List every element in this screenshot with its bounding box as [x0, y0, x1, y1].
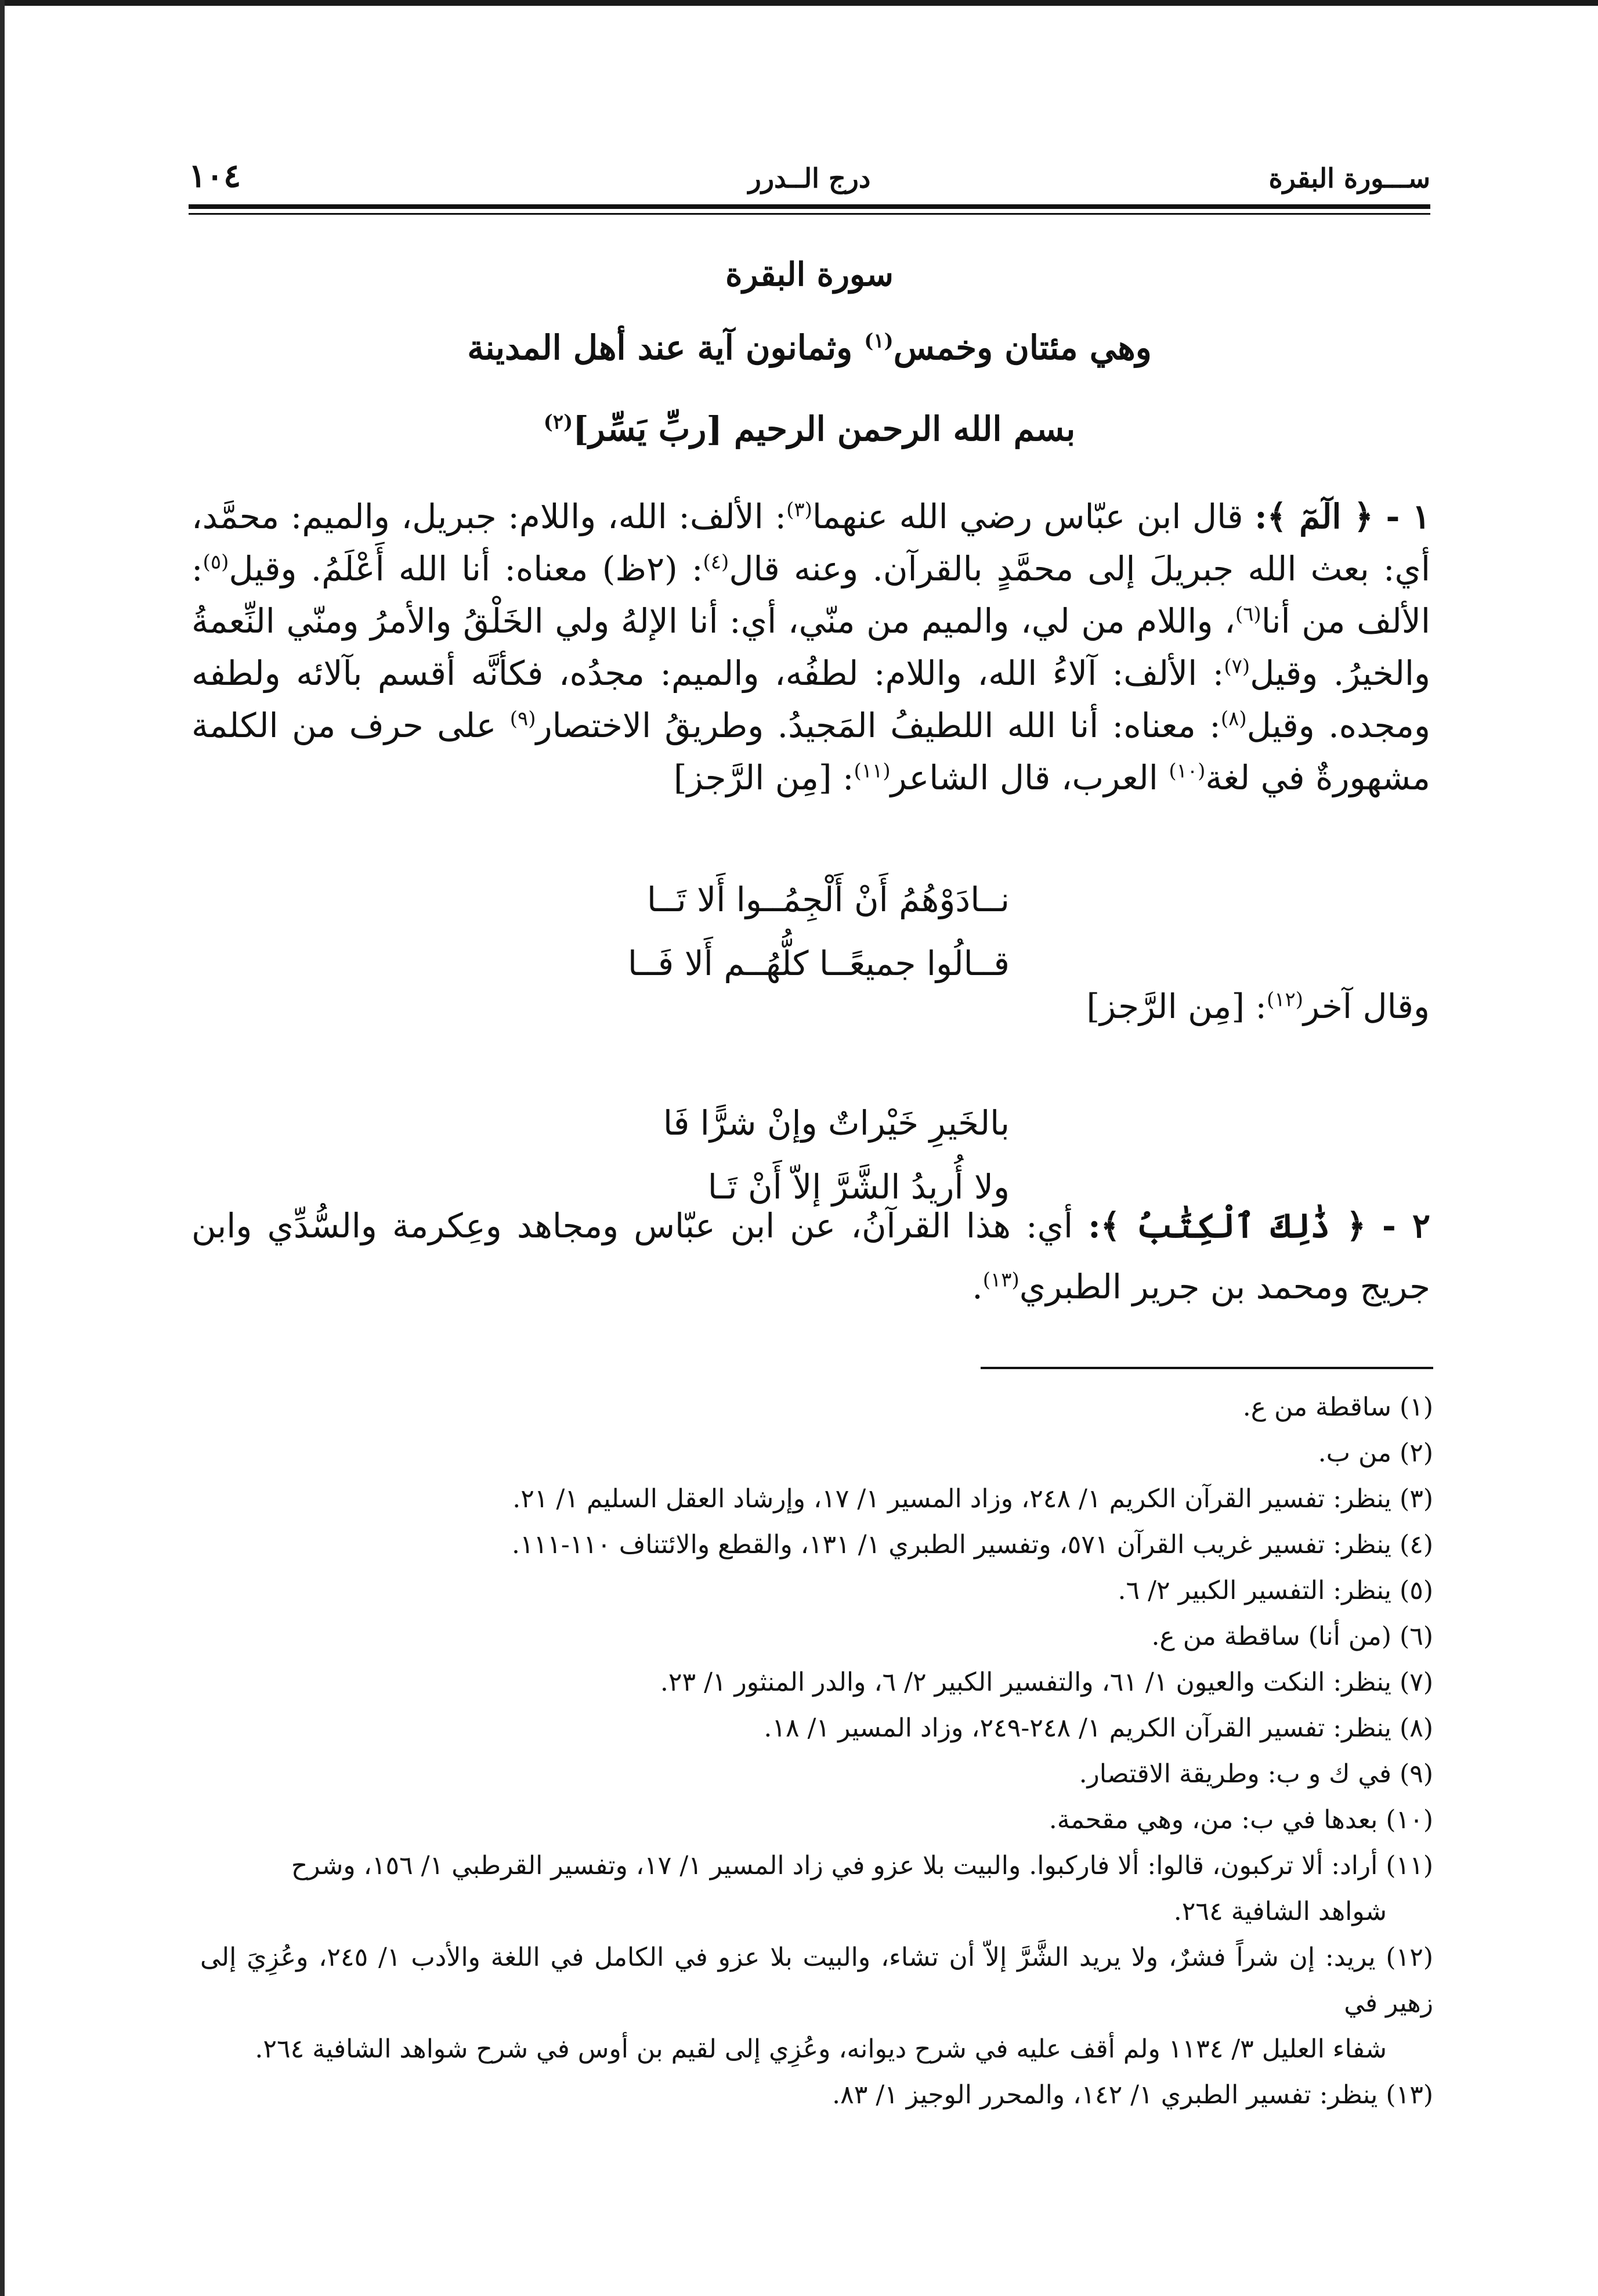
footnote: (٧) ينظر: النكت والعيون ١/ ٦١، والتفسير الكبير ٢/ ٦، والدر المنثور ١/ ٢٣. — [660, 1667, 1433, 1697]
footnote: (٣) ينظر: تفسير القرآن الكريم ١/ ٢٤٨، وزاد المسير ١/ ١٧، وإرشاد العقل السليم ١/ ٢١. — [512, 1484, 1433, 1514]
verse-count-text-a: وهي مئتان وخمس — [893, 328, 1152, 367]
poem-line: ولا أُريدُ الشَّرَّ إلاّ أَنْ تَـا — [707, 1167, 1010, 1207]
text-run: : معناه: أنا الله اللطيفُ المَجيدُ. وطريقُ الاختصار — [536, 706, 1221, 745]
footnote: (٨) ينظر: تفسير القرآن الكريم ١/ ٢٤٨-٢٤٩، وزاد المسير ١/ ١٨. — [764, 1713, 1433, 1743]
paragraph-text — [191, 490, 1430, 804]
basmala-line — [189, 409, 1430, 449]
verse-reference-2: ٢ - ﴿ ذَٰلِكَ ٱلْكِتَٰبُ ﴾: — [1088, 1206, 1430, 1246]
footnote-13: (١٣) ينظر: تفسير الطبري ١/ ١٤٢، والمحرر الوجيز ١/ ٨٣. — [832, 2080, 1433, 2110]
footnote-marker-6: (٦) — [1235, 602, 1261, 626]
commentary-paragraph-2 — [191, 1196, 1430, 1317]
footnote-marker-2: (٢) — [543, 410, 573, 434]
surah-title: سورة البقرة — [725, 255, 894, 294]
footnotes — [200, 1384, 1433, 2118]
footnote-separator — [981, 1367, 1433, 1369]
book-title: درج الــدرر — [748, 163, 871, 194]
text-run: وقال آخر — [1303, 987, 1430, 1026]
text-run: ، واللام من لي، والميم من منّي، أي: أنا الإلهُ ولي الخَلْقُ والأمرُ ومنّي النِّعمةُ والخيرُ. وقيل — [191, 601, 1430, 693]
footnote-marker-12: (١٢) — [1266, 988, 1304, 1012]
text-run: : [مِن الرَّجز] — [673, 758, 854, 797]
poem-line: بالخَيرِ خَيْراتٌ وإنْ شرًّا فَا — [663, 1103, 1010, 1143]
text-run: العرب، قال الشاعر — [890, 758, 1169, 797]
footnote-11: (١١) أراد: ألا تركبون، قالوا: ألا فاركبوا. والبيت بلا عزو في زاد المسير ١/ ١٧، وتفسير القرطبي ١/ ١٥٦، وشرح — [291, 1851, 1433, 1880]
footnote-marker-13: (١٣) — [982, 1268, 1019, 1292]
text-run: : الألف من أنا — [191, 549, 1430, 641]
text-run: قال ابن عبّاس رضي الله عنهما — [812, 497, 1255, 536]
footnote: (٦) (من أنا) ساقطة من ع. — [1151, 1622, 1433, 1651]
scan-border-left — [0, 0, 5, 2296]
footnote: (٩) في ك و ب: وطريقة الاقتصار. — [1079, 1759, 1433, 1789]
text-run: على حرف من الكلمة مشهورةٌ في لغة — [191, 706, 1430, 797]
footnote-12: (١٢) يريد: إن شراً فشرٌ، ولا يريد الشَّرَّ إلاّ أن تشاء، والبيت بلا عزو في الكامل في اللغة والأدب ١/ ٢٤٥، وعُزِيَ إلى زهير في — [200, 1943, 1434, 2018]
text-run: أي: هذا القرآنُ، عن ابن عبّاس ومجاهد وعِكرمة والسُّدِّي وابن جريج ومحمد بن جرير الطبري — [191, 1206, 1430, 1306]
footnote-marker-10: (١٠) — [1169, 759, 1206, 783]
page-number: ١٠٤ — [189, 157, 241, 195]
verse-count-line — [189, 328, 1430, 367]
footnote-marker-11: (١١) — [854, 759, 891, 783]
footnote: (١٠) بعدها في ب: من، وهي مقحمة. — [1049, 1805, 1433, 1835]
text-run: : (٢ظ) معناه: أنا الله أَعْلَمُ. وقيل — [229, 549, 703, 589]
poem-verse-1 — [580, 868, 1010, 995]
footnote-marker-4: (٤) — [703, 550, 729, 574]
footnote: (١) ساقطة من ع. — [1242, 1392, 1433, 1422]
text-run: : الألف: الله، واللام: جبريل، والميم: محمَّد، أي: بعث الله جبريلَ إلى محمَّدٍ بالقرآن. وعنه قال — [191, 497, 1430, 589]
footnote-marker-1: (١) — [864, 329, 894, 353]
text-run: : [مِن الرَّجز] — [1086, 987, 1267, 1026]
basmala-text: بسم الله الرحمن الرحيم [ربِّ يَسِّر] — [573, 409, 1076, 449]
scan-border-top — [0, 0, 1598, 6]
paragraph-text — [191, 1196, 1430, 1317]
second-poet-intro — [1086, 987, 1430, 1026]
footnote: (٤) ينظر: تفسير غريب القرآن ٥٧١، وتفسير الطبري ١/ ١٣١، والقطع والائتناف ١١٠-١١١. — [512, 1530, 1433, 1559]
footnote-marker-8: (٨) — [1220, 707, 1247, 731]
text-run: : الألف: آلاءُ الله، واللام: لطفُه، والميم: مجدُه، فكأنَّه أقسم بآلائه ولطفه ومجده. وقيل — [191, 654, 1430, 745]
footnote-12-continuation: شفاء العليل ٣/ ١١٣٤ ولم أقف عليه في شرح ديوانه، وعُزِي إلى لقيم بن أوس في شرح شواهد الشافية ٢٦٤. — [255, 2034, 1387, 2064]
poem-line: نــادَوْهُمُ أَنْ أَلْجِمُــوا أَلا تَــا — [646, 880, 1010, 919]
surah-header-name: ســـورة البقرة — [1268, 163, 1430, 194]
footnote-marker-9: (٩) — [509, 707, 536, 731]
header-rule-thick — [189, 204, 1430, 209]
footnote-marker-3: (٣) — [786, 498, 812, 522]
running-header — [189, 157, 1430, 197]
footnote-marker-5: (٥) — [203, 550, 229, 574]
footnote: (٥) ينظر: التفسير الكبير ٢/ ٦. — [1118, 1576, 1433, 1605]
header-rule-thin — [189, 213, 1430, 215]
footnote-11-continuation: شواهد الشافية ٢٦٤. — [1173, 1897, 1387, 1926]
footnote: (٢) من ب. — [1318, 1438, 1433, 1468]
text-run: . — [972, 1267, 983, 1306]
commentary-paragraph-1 — [191, 490, 1430, 804]
footnote-marker-7: (٧) — [1224, 655, 1250, 678]
verse-count-text-b: وثمانون آية عند أهل المدينة — [467, 328, 865, 367]
verse-reference-1: ١ - ﴿ الٓمٓ ﴾: — [1254, 497, 1431, 536]
poem-line: قــالُوا جميعًــا كلُّهُــم أَلا فَــا — [627, 944, 1010, 983]
